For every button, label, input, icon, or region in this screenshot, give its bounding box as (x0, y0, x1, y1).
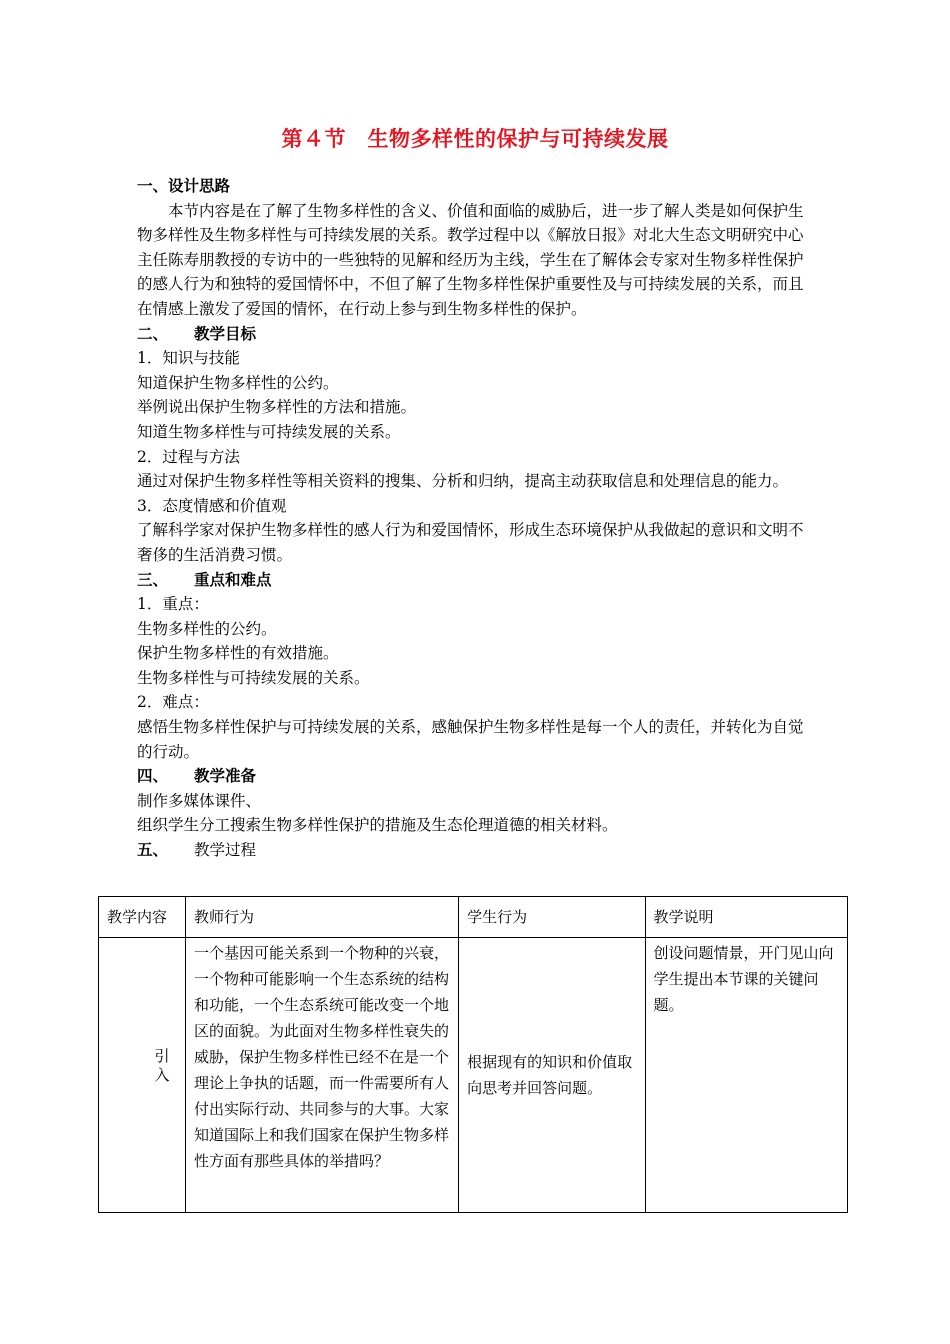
header-content: 教学内容 (99, 897, 186, 938)
section-heading-process (137, 838, 817, 863)
intro-label: 引入 (154, 1047, 170, 1084)
attitude-paragraph: 了解科学家对保护生物多样性的感人行为和爱国情怀，形成生态环境保护从我做起的意识和文明不奢侈的生活消费习惯。 (137, 521, 804, 564)
subheading-difficulty: 2．难点： (137, 693, 209, 712)
section-heading-goals (137, 322, 817, 347)
subheading-focus: 1．重点： (137, 595, 209, 614)
section-title: 教学准备 (194, 766, 257, 786)
goal-line: 知道保护生物多样性的公约。 (137, 373, 339, 392)
section-number: 二、 (137, 323, 169, 343)
difficulty-paragraph: 感悟生物多样性保护与可持续发展的关系，感触保护生物多样性是每一个人的责任，并转化为自觉的行动。 (137, 718, 804, 761)
cell-teacher: 一个基因可能关系到一个物种的兴衰，一个物种可能影响一个生态系统的结构和功能，一个生态系统可能改变一个地区的面貌。为此面对生物多样性衰失的威胁，保护生物多样性已经不在是一个理论上争执的话题，而一件需要所有人付出实际行动、共同参与的大事。大家知道国际上和我们国家在保护生物多样性方面有那些具体的举措吗？ (185, 938, 458, 1213)
lesson-process-table (98, 896, 848, 1213)
section-number: 三、 (137, 569, 169, 589)
document-body (137, 174, 817, 863)
section-heading-preparation (137, 764, 817, 789)
preparation-line: 制作多媒体课件、 (137, 791, 262, 810)
header-student: 学生行为 (459, 897, 645, 938)
subheading-process: 2．过程与方法 (137, 447, 240, 466)
goal-line: 知道生物多样性与可持续发展的关系。 (137, 422, 401, 441)
section-number: 五、 (137, 840, 169, 860)
section-title: 教学目标 (194, 323, 257, 343)
design-paragraph: 本节内容是在了解了生物多样性的含义、价值和面临的威胁后，进一步了解人类是如何保护生物多样性及生物多样性与可持续发展的关系。教学过程中以《解放日报》对北大生态文明研究中心主任陈寿朋教授的专访中的一些独特的见解和经历为主线，学生在了解体会专家对生物多样性保护的感人行为和独特的爱国情怀中，不但了解了生物多样性保护重要性及与可持续发展的关系，而且在情感上激发了爱国的情怀，在行动上参与到生物多样性的保护。 (137, 201, 804, 318)
cell-student: 根据现有的知识和价值取向思考并回答问题。 (459, 938, 645, 1213)
section-heading-keypoints (137, 568, 817, 593)
goal-line: 举例说出保护生物多样性的方法和措施。 (137, 398, 417, 417)
table-header-row (99, 897, 848, 938)
cell-content (99, 938, 186, 1213)
preparation-line: 组织学生分工搜索生物多样性保护的措施及生态伦理道德的相关材料。 (137, 816, 618, 835)
section-title: 设计思路 (168, 176, 231, 195)
header-teacher: 教师行为 (185, 897, 458, 938)
header-note: 教学说明 (645, 897, 847, 938)
subheading-knowledge: 1．知识与技能 (137, 349, 240, 368)
cell-note: 创设问题情景，开门见山向学生提出本节课的关键问题。 (645, 938, 847, 1213)
section-title: 教学过程 (194, 841, 257, 860)
page-title: 第４节 生物多样性的保护与可持续发展 (281, 126, 669, 151)
table-row (99, 938, 848, 1213)
focus-line: 生物多样性的公约。 (137, 619, 277, 638)
process-paragraph: 通过对保护生物多样性等相关资料的搜集、分析和归纳，提高主动获取信息和处理信息的能力。 (137, 472, 789, 491)
subheading-attitude: 3．态度情感和价值观 (137, 496, 287, 515)
focus-line: 生物多样性与可持续发展的关系。 (137, 668, 370, 687)
section-title: 重点和难点 (194, 569, 272, 589)
section-heading-design (137, 174, 817, 199)
focus-line: 保护生物多样性的有效措施。 (137, 644, 339, 663)
section-number: 一、 (137, 176, 169, 195)
section-number: 四、 (137, 766, 169, 786)
